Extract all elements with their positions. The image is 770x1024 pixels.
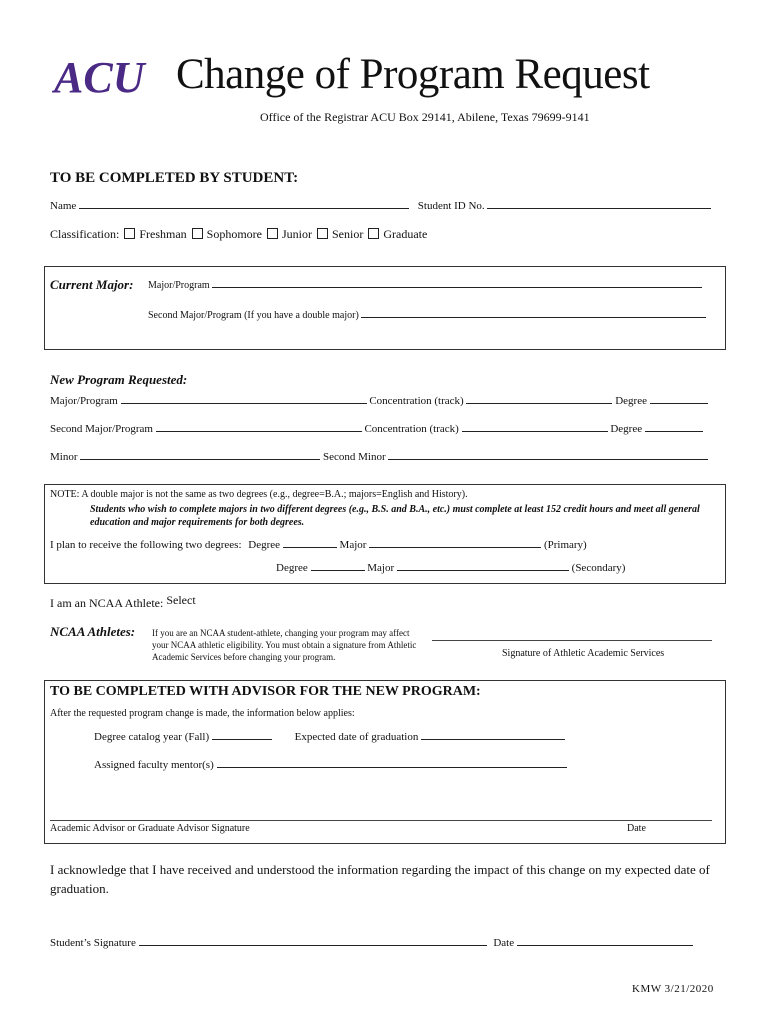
current-major-heading: Current Major:	[50, 277, 134, 292]
grad-date-field[interactable]	[421, 738, 565, 740]
mentor-row	[94, 759, 567, 771]
classification-row	[50, 227, 427, 242]
second-major-field[interactable]	[156, 430, 362, 432]
senior-checkbox[interactable]	[317, 228, 328, 239]
current-major-box	[44, 266, 726, 350]
current-second-major-field[interactable]	[361, 316, 706, 318]
freshman-label: Freshman	[139, 227, 187, 241]
plan-row-2	[276, 562, 625, 574]
ncaa-athlete-label: I am an NCAA Athlete:	[50, 596, 164, 610]
current-second-major-label: Second Major/Program (If you have a double major)	[148, 310, 359, 321]
minor-field[interactable]	[80, 458, 320, 460]
second-major-row	[50, 423, 703, 435]
plan-degree-label: Degree	[248, 539, 281, 551]
current-second-major-row	[148, 310, 706, 321]
degree-field[interactable]	[650, 402, 708, 404]
graduate-checkbox[interactable]	[368, 228, 379, 239]
student-signature-row	[50, 937, 693, 949]
new-major-row	[50, 395, 708, 407]
acu-logo-graphic	[52, 52, 162, 130]
student-id-field[interactable]	[487, 207, 711, 209]
sophomore-label: Sophomore	[206, 227, 262, 241]
classification-label: Classification:	[50, 227, 120, 241]
ncaa-signature-label: Signature of Athletic Academic Services	[502, 648, 665, 659]
advisor-date-label: Date	[627, 823, 646, 834]
new-program-heading: New Program Requested:	[50, 372, 188, 387]
current-major-label: Major/Program	[148, 280, 210, 291]
concentration2-label: Concentration (track)	[364, 423, 459, 435]
sophomore-checkbox[interactable]	[192, 228, 203, 239]
note-text: NOTE: A double major is not the same as two degrees (e.g., degree=B.A.; majors=English and History).	[50, 489, 468, 500]
concentration-field[interactable]	[466, 402, 612, 404]
new-major-label: Major/Program	[50, 395, 118, 407]
acu-logo	[52, 52, 162, 130]
plan-major1-field[interactable]	[369, 546, 541, 548]
concentration-label: Concentration (track)	[369, 395, 464, 407]
acu-logo-text: ACU	[54, 53, 145, 102]
catalog-year-field[interactable]	[212, 738, 272, 740]
name-row	[50, 200, 711, 212]
name-field[interactable]	[79, 207, 409, 209]
ncaa-signature-line[interactable]	[432, 640, 712, 641]
student-section-heading: TO BE COMPLETED BY STUDENT:	[50, 170, 299, 186]
graduate-label: Graduate	[383, 227, 428, 241]
new-major-field[interactable]	[121, 402, 367, 404]
advisor-heading: TO BE COMPLETED WITH ADVISOR FOR THE NEW PROGRAM:	[50, 684, 481, 699]
second-minor-field[interactable]	[388, 458, 708, 460]
current-major-field[interactable]	[212, 286, 702, 288]
degree2-label: Degree	[610, 423, 643, 435]
senior-label: Senior	[332, 227, 364, 241]
freshman-checkbox[interactable]	[124, 228, 135, 239]
ncaa-text: If you are an NCAA student-athlete, changing your program may affect your NCAA athletic eligibility. You must obtain a signature from Athletic Academic Services before changing your program.	[152, 628, 417, 662]
plan-degree2-label: Degree	[276, 562, 308, 574]
catalog-year-label: Degree catalog year (Fall)	[94, 731, 210, 743]
minor-row	[50, 451, 708, 463]
registrar-address: Office of the Registrar ACU Box 29141, Abilene, Texas 79699-9141	[260, 110, 590, 124]
catalog-row	[94, 731, 565, 743]
mentor-label: Assigned faculty mentor(s)	[94, 759, 214, 771]
advisor-intro: After the requested program change is made, the information below applies:	[50, 708, 355, 719]
advisor-signature-line[interactable]	[50, 820, 712, 821]
second-minor-label: Second Minor	[323, 451, 386, 463]
junior-checkbox[interactable]	[267, 228, 278, 239]
ncaa-athlete-row	[50, 593, 196, 611]
concentration2-field[interactable]	[462, 430, 608, 432]
acknowledge-text: I acknowledge that I have received and understood the information regarding the impact of this change on my expected date of graduation.	[50, 862, 710, 896]
plan-row	[50, 539, 587, 551]
degree2-field[interactable]	[645, 430, 703, 432]
student-signature-label: Student’s Signature	[50, 937, 136, 949]
page-title: Change of Program Request	[176, 51, 650, 98]
ncaa-heading: NCAA Athletes:	[50, 624, 136, 639]
plan-degree1-field[interactable]	[283, 546, 337, 548]
student-id-label: Student ID No.	[417, 200, 485, 212]
mentor-field[interactable]	[217, 766, 567, 768]
plan-degree2-field[interactable]	[311, 569, 365, 571]
grad-date-label: Expected date of graduation	[294, 731, 419, 743]
student-signature-field[interactable]	[139, 944, 487, 946]
ncaa-athlete-select[interactable]: Select	[166, 593, 196, 607]
junior-label: Junior	[282, 227, 312, 241]
name-label: Name	[50, 200, 77, 212]
second-major-label: Second Major/Program	[50, 423, 153, 435]
plan-major2-field[interactable]	[397, 569, 569, 571]
plan-major-label: Major	[339, 539, 367, 551]
plan-major2-label: Major	[367, 562, 395, 574]
secondary-label: (Secondary)	[571, 562, 626, 574]
primary-label: (Primary)	[543, 539, 587, 551]
current-major-row	[148, 280, 702, 291]
advisor-signature-label: Academic Advisor or Graduate Advisor Signature	[50, 823, 250, 834]
minor-label: Minor	[50, 451, 78, 463]
student-date-field[interactable]	[517, 944, 693, 946]
note-emphasis: Students who wish to complete majors in two different degrees (e.g., B.S. and B.A., etc.) must complete at least 152 credit hours and meet all general education and major requirements for both degrees.	[90, 504, 700, 528]
student-date-label: Date	[493, 937, 515, 949]
degree-label: Degree	[615, 395, 647, 407]
form-code: KMW 3/21/2020	[632, 983, 714, 995]
plan-label: I plan to receive the following two degrees:	[50, 539, 242, 551]
